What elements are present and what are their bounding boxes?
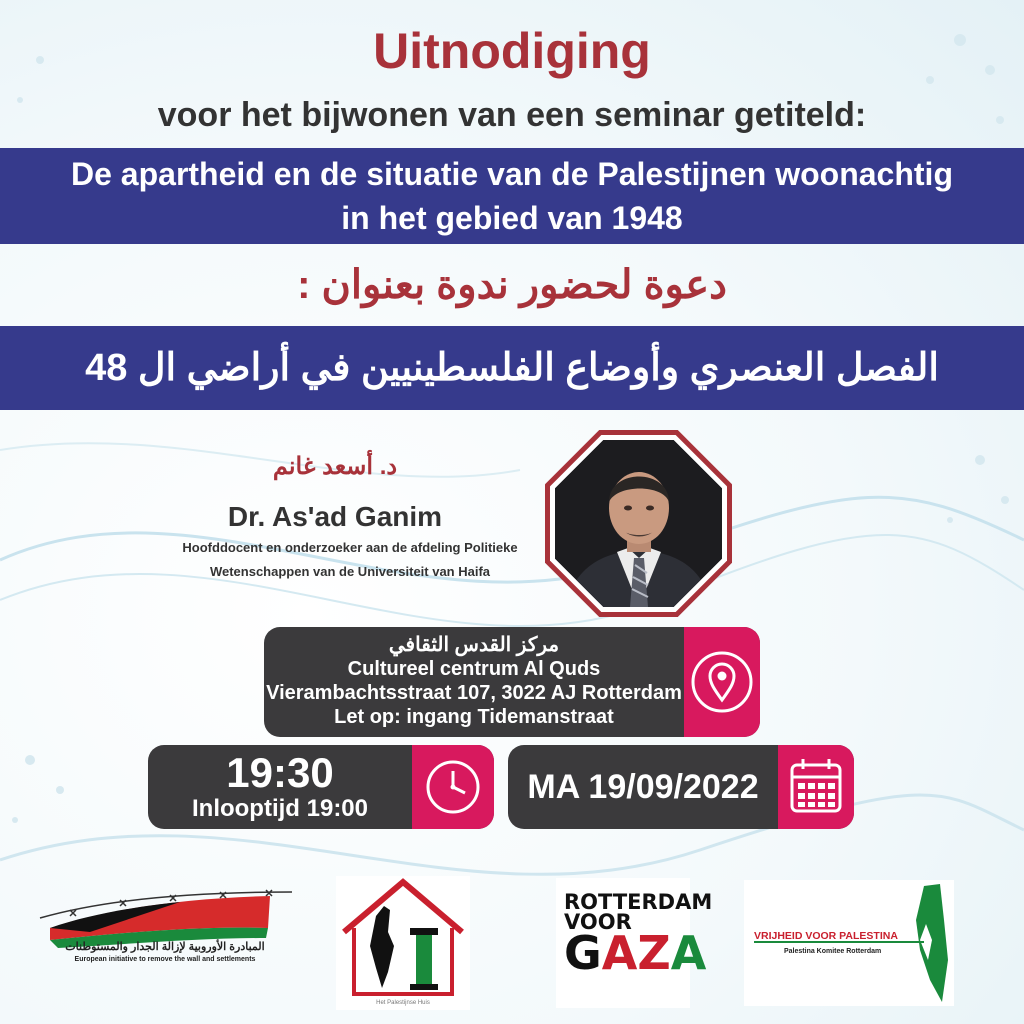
initiative-name: European initiative to remove the wall and settlements <box>74 956 256 963</box>
time-box <box>148 745 494 829</box>
rvg-gaza <box>564 926 707 980</box>
location-icon-panel <box>684 627 760 737</box>
start-time: 19:30 <box>226 749 334 796</box>
rvg-line-1: ROTTERDAM <box>564 890 713 914</box>
date-icon-panel <box>778 745 854 829</box>
speaker-name: Dr. As'ad Ganim <box>227 501 443 532</box>
vvp-subtitle: Palestina Komitee Rotterdam <box>784 948 882 955</box>
topic-band-dutch <box>0 148 1024 244</box>
calendar-icon <box>778 745 854 829</box>
topic-band-arabic <box>0 326 1024 410</box>
walk-in-time: Inlooptijd 19:00 <box>191 795 368 822</box>
speaker-role-line-1: Hoofddocent en onderzoeker aan de afdeling Politieke <box>182 540 518 555</box>
rvg-letter-a2: A <box>670 926 707 980</box>
location-note: Let op: ingang Tidemanstraat <box>334 706 614 728</box>
house-caption: Het Palestijnse Huis <box>376 1000 430 1006</box>
rvg-letter-a1: A <box>601 926 638 980</box>
invitation-title: Uitnodiging <box>373 23 651 79</box>
location-name-arabic: مركز القدس الثقافي <box>388 634 560 656</box>
flag-wall-graphic <box>30 888 300 948</box>
palestine-map-outline-icon <box>744 880 954 1006</box>
topic-arabic: الفصل العنصري وأوضاع الفلسطينيين في أراضي ال 48 <box>85 347 939 389</box>
event-date: MA 19/09/2022 <box>527 768 759 806</box>
invitation-arabic: دعوة لحضور ندوة بعنوان : <box>297 263 727 307</box>
rotterdam-voor-gaza-logo <box>556 878 713 1008</box>
vvp-title: VRIJHEID VOOR PALESTINA <box>754 930 898 942</box>
invitation-subtitle: voor het bijwonen van een seminar getiteld: <box>157 96 867 134</box>
speaker-role-line-2: Wetenschappen van de Universiteit van Haifa <box>209 564 491 579</box>
vrijheid-voor-palestina-logo <box>744 880 954 1006</box>
location-address: Vierambachtsstraat 107, 3022 AJ Rotterdam <box>266 682 682 704</box>
speaker-photo <box>545 430 732 617</box>
topic-line-2: in het gebied van 1948 <box>341 200 683 236</box>
time-icon-panel <box>412 745 494 829</box>
location-pin-icon <box>684 627 760 737</box>
european-initiative-logo <box>30 888 300 980</box>
initiative-name-arabic: المبادرة الأوروبية لإزالة الجدار والمستوطنات <box>65 941 265 953</box>
speaker-name-arabic: د. أسعد غانم <box>272 453 398 480</box>
rvg-letter-z: Z <box>637 926 671 980</box>
location-name: Cultureel centrum Al Quds <box>347 658 601 680</box>
speaker-portrait <box>555 440 722 607</box>
rvg-letter-g: G <box>564 926 602 980</box>
palestinian-house-logo <box>336 876 470 1010</box>
rvg-line-2: VOOR <box>564 910 632 934</box>
house-map-icon <box>336 876 470 996</box>
clock-icon <box>412 745 494 829</box>
location-box <box>264 627 760 737</box>
date-box <box>508 745 854 829</box>
topic-line-1: De apartheid en de situatie van de Palestijnen woonachtig <box>71 156 953 192</box>
